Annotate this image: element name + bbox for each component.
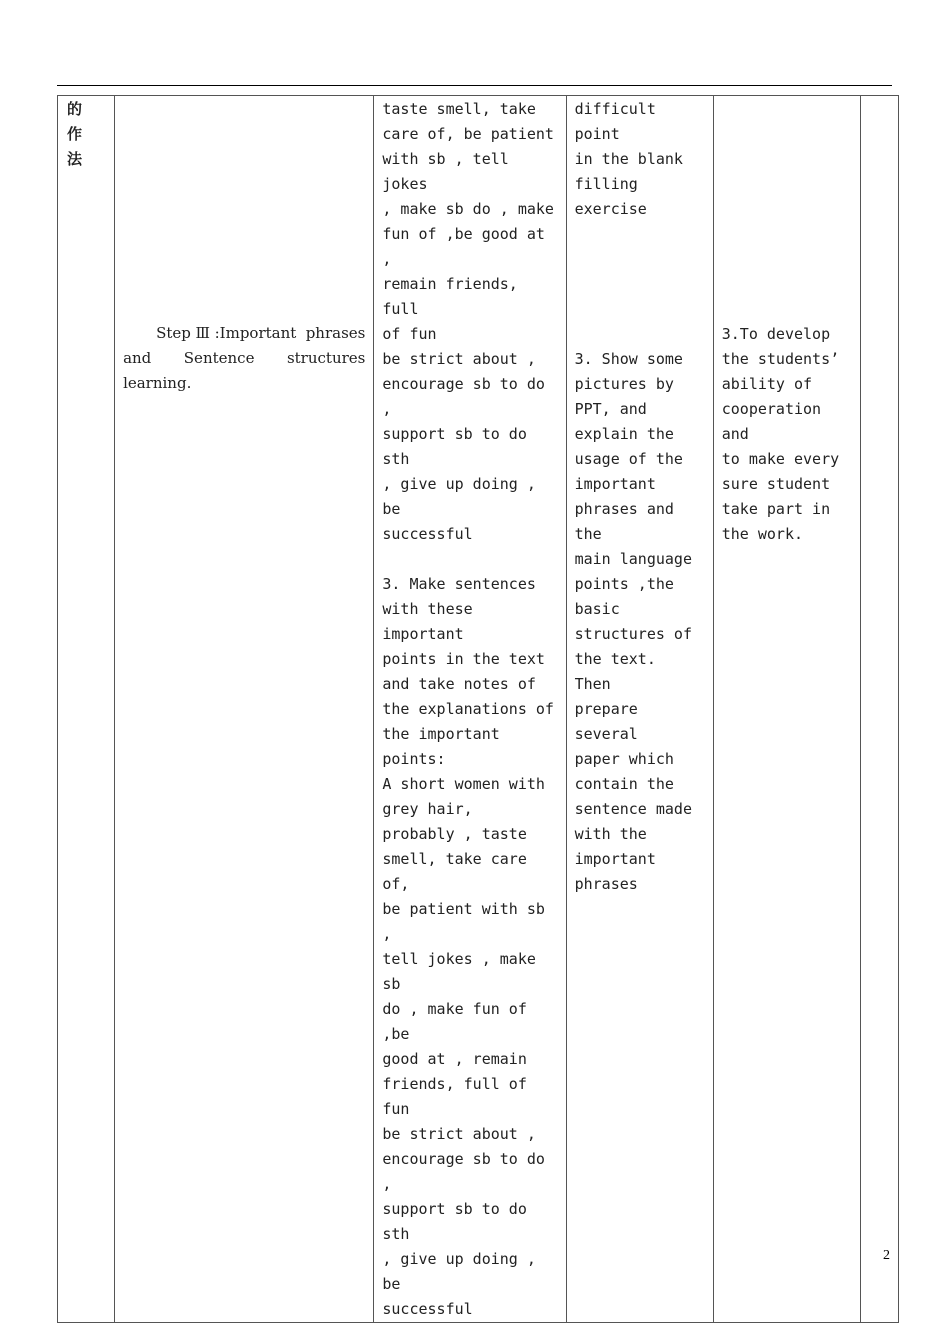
teacher-activity-cell xyxy=(374,96,566,1323)
difficult-point-text: difficult point in the blank filling exercise xyxy=(574,100,683,218)
notes-cell xyxy=(860,96,898,1323)
make-sentences-text: 3. Make sentences with these important points in the text and take notes of the explanations of the important points: A short women with grey hair, probably , taste smell, take care of, be patient with sb , tell jokes , make sb do , make fun of ,be good at , remain friends, full of fun be strict about , encourage sb to do , support sb to do sth , give up doing , be successful xyxy=(382,575,554,1318)
phrase-list-text: taste smell, take care of, be patient with sb , tell jokes , make sb do , make fun of ,be good at , remain friends, full of fun be strict about , encourage sb to do , support sb to do sth , give up doing , be successful xyxy=(382,100,554,543)
student-activity-cell xyxy=(566,96,713,1323)
row-label: 的 作 法 xyxy=(67,100,87,168)
row-label-cell xyxy=(58,96,115,1323)
step-cell xyxy=(115,96,374,1323)
table-row xyxy=(58,96,899,1323)
page-number: 2 xyxy=(883,1248,890,1263)
show-pictures-text: 3. Show some pictures by PPT, and explain the usage of the important phrases and the main language points ,the basic structures of the text. Then prepare several paper which contain the sentence made with the important phrases xyxy=(574,350,692,893)
purpose-text: 3.To develop the students’ ability of cooperation and to make every sure student take part in the work. xyxy=(721,325,840,543)
step-title: StepⅢ:Important phrases and Sentence structures learning. xyxy=(123,324,366,392)
purpose-cell xyxy=(713,96,860,1323)
header-rule xyxy=(57,85,892,86)
lesson-plan-table xyxy=(57,95,899,1323)
